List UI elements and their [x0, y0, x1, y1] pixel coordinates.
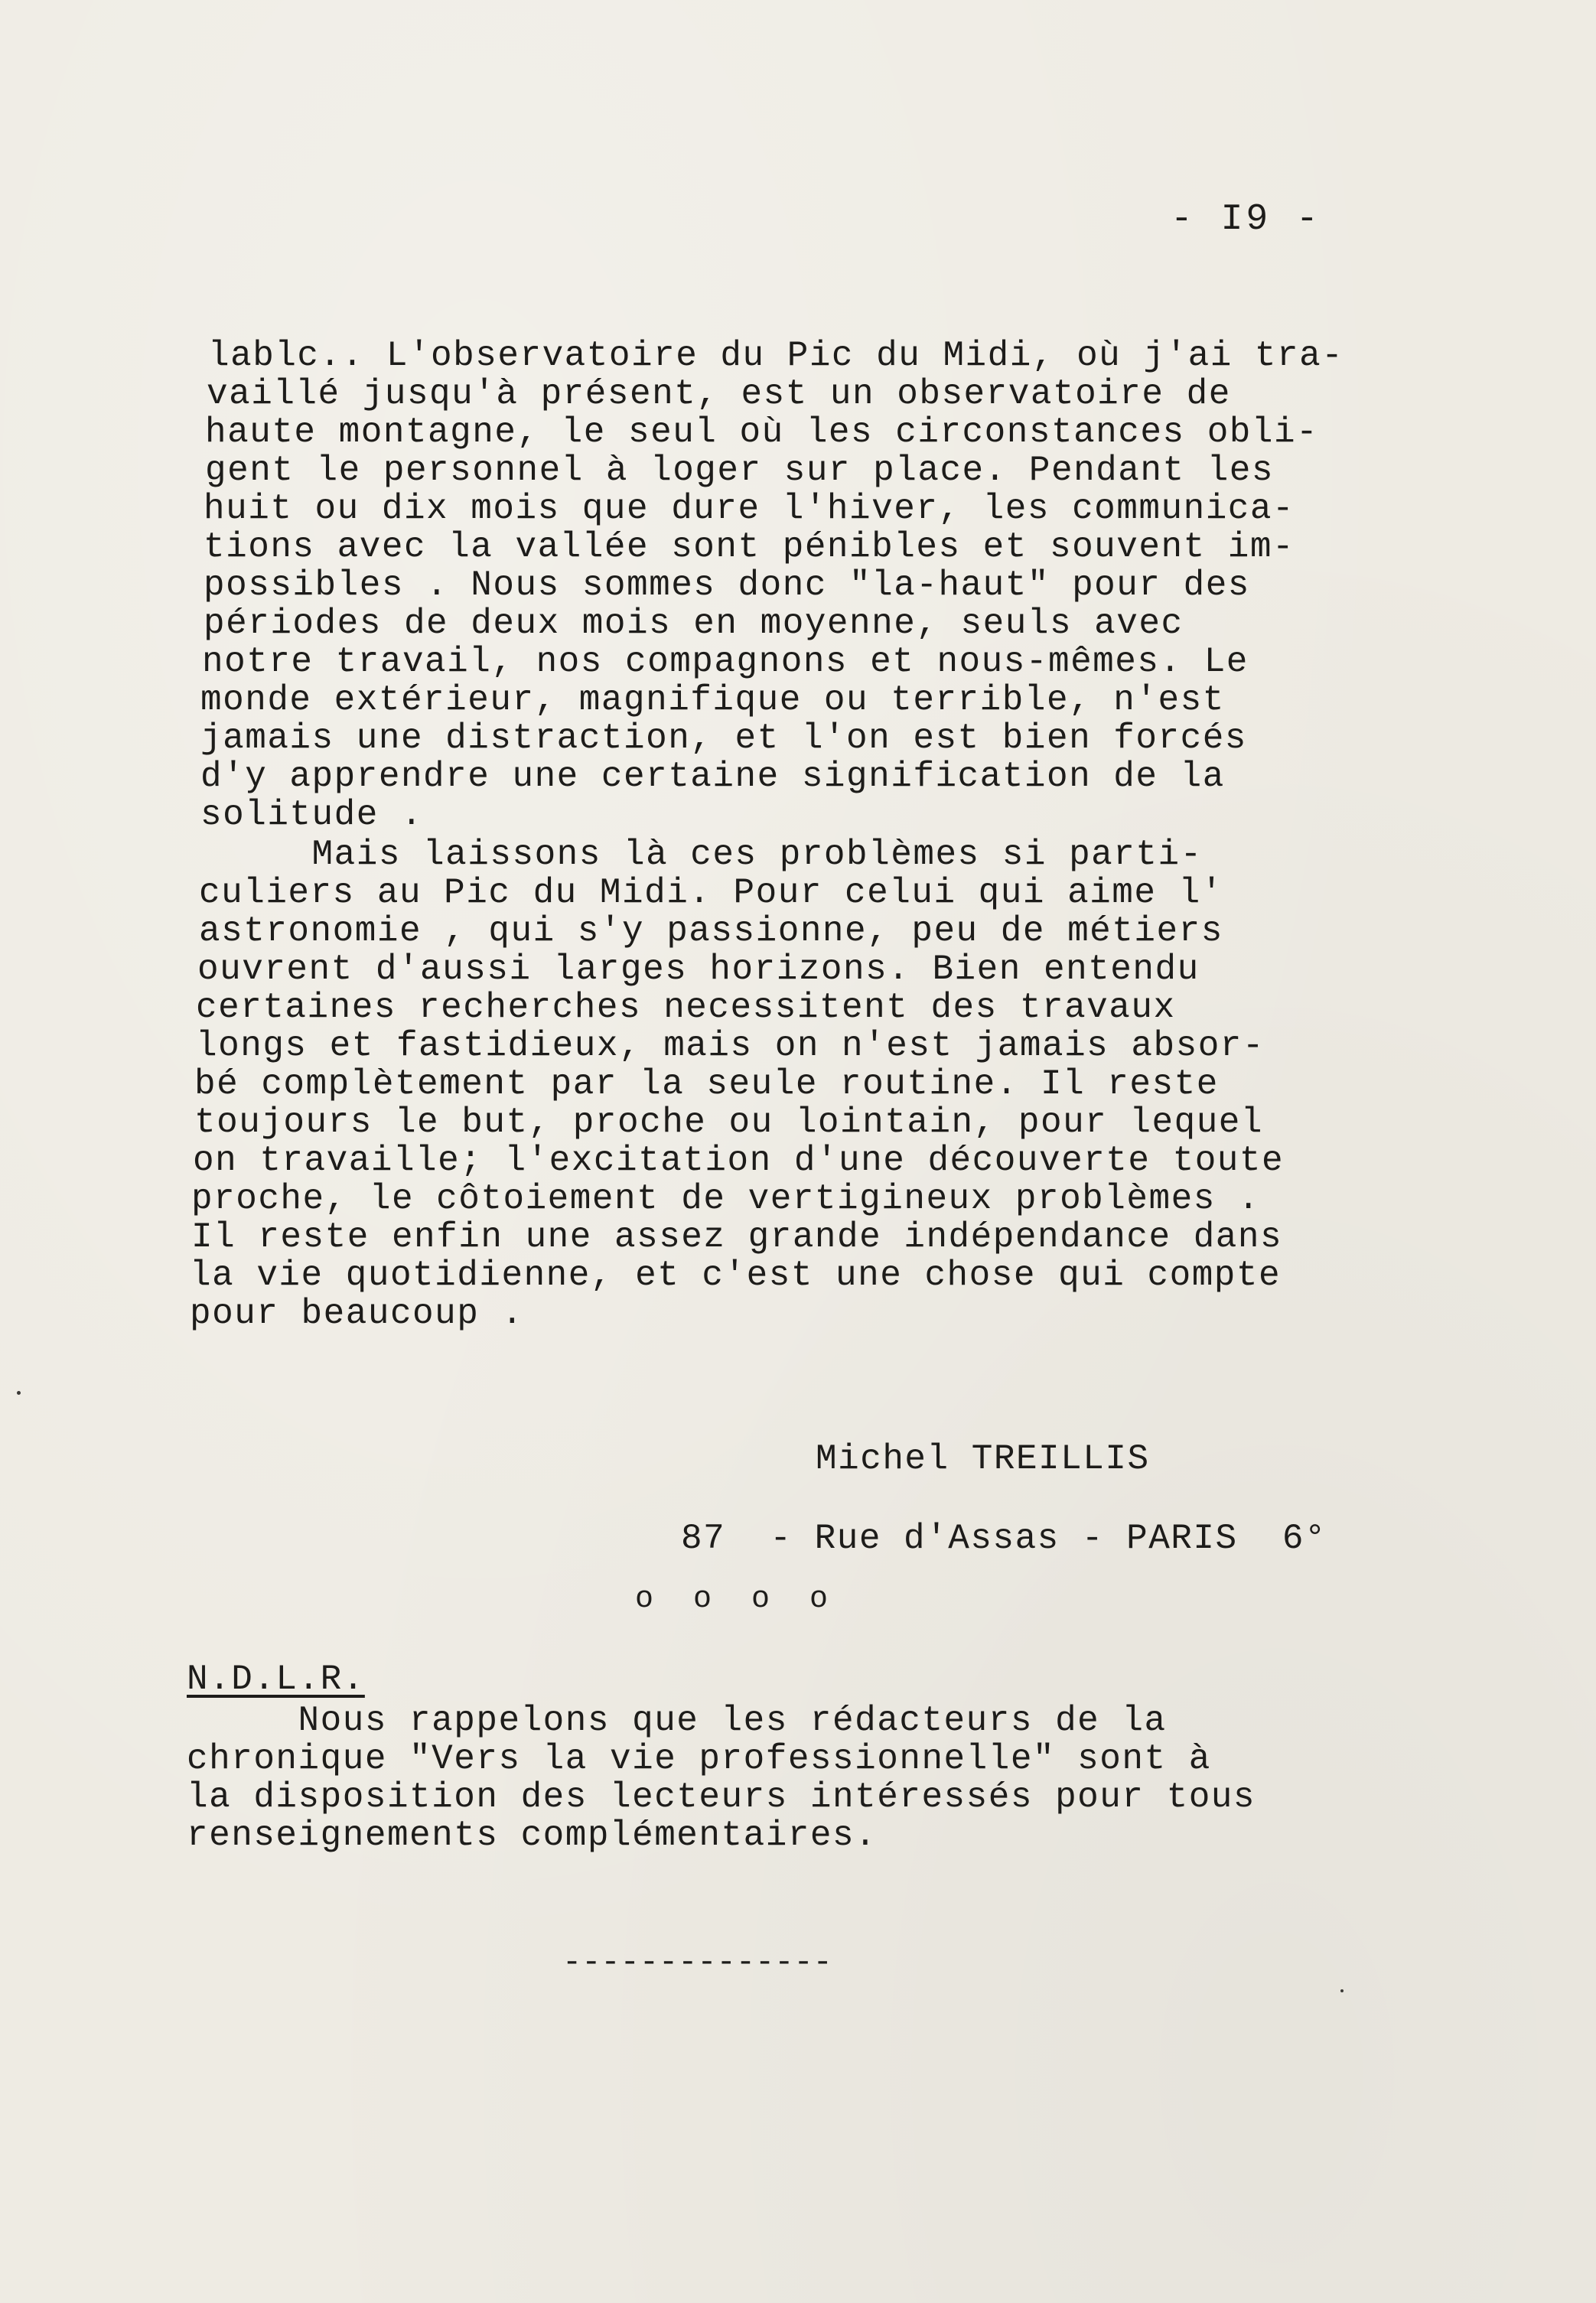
body-line: culiers au Pic du Midi. Pour celui qui aime l'	[199, 873, 1223, 913]
ink-speck	[17, 1391, 21, 1395]
body-line: certaines recherches necessitent des travaux	[196, 988, 1176, 1028]
ink-speck	[1340, 1989, 1344, 1992]
body-line: pour beaucoup .	[190, 1294, 524, 1334]
author-address: 87 - Rue d'Assas - PARIS 6°	[681, 1519, 1327, 1559]
page-number: - I9 -	[1171, 199, 1321, 240]
note-line: renseignements complémentaires.	[187, 1816, 878, 1855]
body-line: Mais laissons là ces problèmes si parti-	[200, 835, 1203, 875]
body-line: tions avec la vallée sont pénibles et souvent im-	[204, 527, 1295, 567]
body-line: jamais une distraction, et l'on est bien forcés	[200, 718, 1247, 758]
body-line: lablc.. L'observatoire du Pic du Midi, où j'ai tra-	[208, 336, 1344, 376]
editor-note-heading: N.D.L.R.	[187, 1660, 365, 1699]
author-name: Michel TREILLIS	[816, 1439, 1150, 1479]
note-line: chronique "Vers la vie professionnelle" sont à	[187, 1739, 1211, 1779]
body-line: ouvrent d'aussi larges horizons. Bien entendu	[197, 950, 1200, 989]
body-line: bé complètement par la seule routine. Il reste	[194, 1064, 1219, 1104]
body-line: vaillé jusqu'à présent, est un observatoire de	[207, 374, 1231, 414]
note-line: la disposition des lecteurs intéressés pour tous	[187, 1777, 1256, 1817]
body-line: huit ou dix mois que dure l'hiver, les communica-	[204, 489, 1295, 529]
body-line: monde extérieur, magnifique ou terrible, n'est	[200, 680, 1225, 720]
body-line: solitude .	[200, 795, 424, 835]
body-line: on travaille; l'excitation d'une découverte toute	[193, 1141, 1285, 1181]
body-line: astronomie , qui s'y passionne, peu de métiers	[199, 911, 1223, 951]
body-line: haute montagne, le seul où les circonstances obli-	[205, 412, 1319, 452]
body-line: gent le personnel à loger sur place. Pendant les	[205, 451, 1275, 490]
body-line: toujours le but, proche ou lointain, pour lequel	[194, 1103, 1264, 1142]
body-line: d'y apprendre une certaine signification de la	[200, 757, 1225, 796]
body-line: périodes de deux mois en moyenne, seuls avec	[204, 604, 1184, 643]
section-ornament: o o o o	[635, 1582, 839, 1617]
body-line: possibles . Nous sommes donc "la-haut" pour des	[204, 565, 1250, 605]
body-line: notre travail, nos compagnons et nous-mêmes. Le	[202, 642, 1249, 682]
body-line: proche, le côtoiement de vertigineux problèmes .	[191, 1179, 1261, 1219]
body-line: longs et fastidieux, mais on n'est jamais absor-	[196, 1026, 1265, 1066]
body-line: la vie quotidienne, et c'est une chose qui compte	[190, 1256, 1282, 1295]
body-line: Il reste enfin une assez grande indépendance dans	[191, 1217, 1283, 1257]
closing-rule: --------------	[562, 1944, 832, 1981]
note-line: Nous rappelons que les rédacteurs de la	[187, 1701, 1167, 1741]
